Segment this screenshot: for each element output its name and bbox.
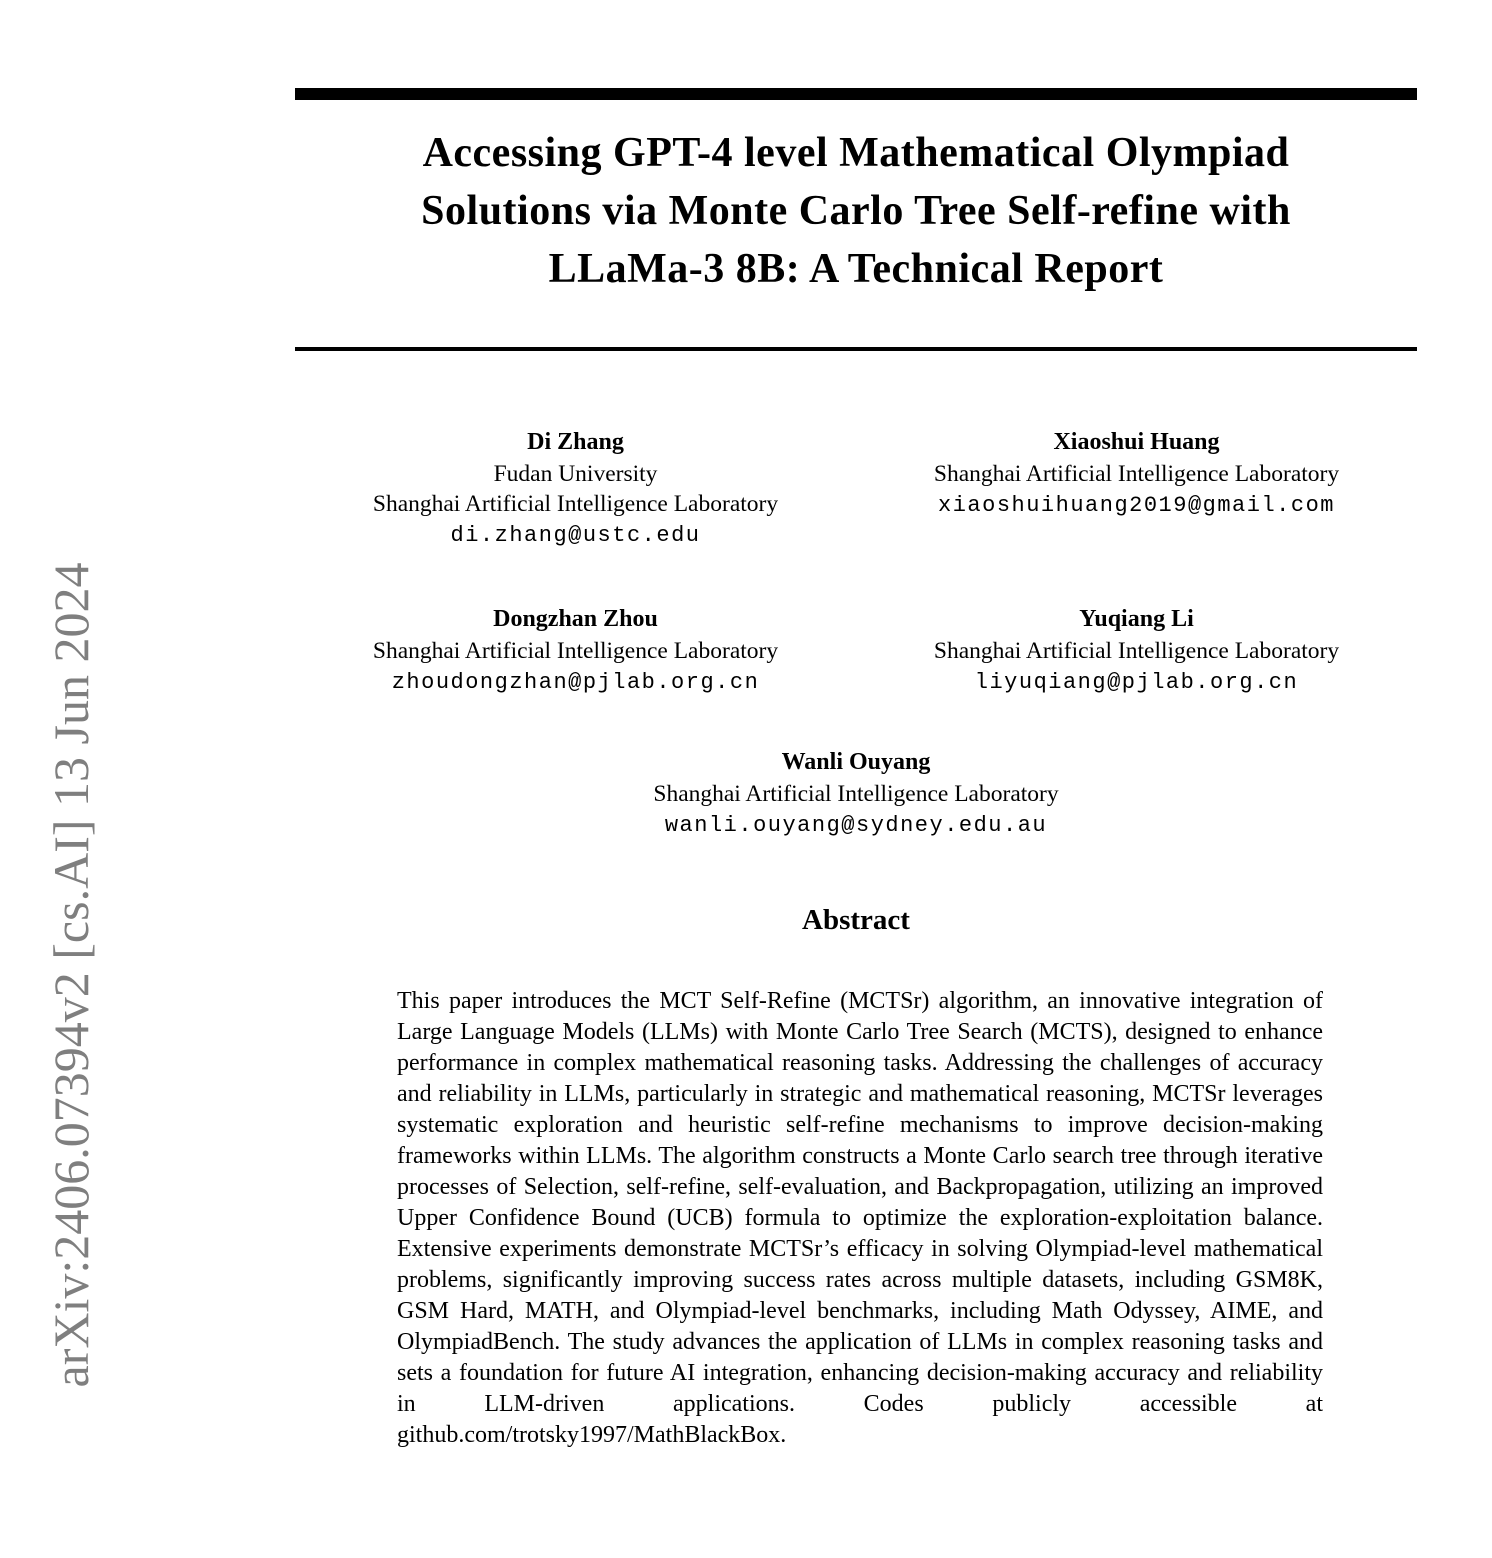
- author-email: liyuqiang@pjlab.org.cn: [974, 670, 1299, 695]
- authors-row-1: [295, 426, 1417, 553]
- author-name: Di Zhang: [527, 429, 624, 455]
- author-wanli-ouyang: [295, 746, 1417, 843]
- authors-section: [295, 426, 1417, 843]
- author-affiliation: Shanghai Artificial Intelligence Laboratory: [653, 781, 1059, 807]
- paper-title-line-1: Accessing GPT-4 level Mathematical Olympiad: [422, 130, 1290, 176]
- author-di-zhang: [295, 426, 856, 553]
- author-name: Wanli Ouyang: [781, 749, 931, 775]
- abstract-text: This paper introduces the MCT Self-Refine (MCTSr) algorithm, an innovative integration of Large Language Models (LLMs) with Monte Carlo Tree Search (MCTS), designed to enhance performance in complex mathematical reasoning tasks. Addressing the challenges of accuracy and reliability in LLMs, particularly in strategic and mathematical reasoning, MCTSr leverages systematic exploration and heuristic self-refine mechanisms to improve decision-making frameworks within LLMs. The algorithm constructs a Monte Carlo search tree through iterative processes of Selection, self-refine, self-evaluation, and Backpropagation, utilizing an improved Upper Confidence Bound (UCB) formula to optimize the exploration-exploitation balance. Extensive experiments demonstrate MCTSr’s efficacy in solving Olympiad-level mathematical problems, significantly improving success rates across multiple datasets, including GSM8K, GSM Hard, MATH, and Olympiad-level benchmarks, including Math Odyssey, AIME, and OlympiadBench. The study advances the application of LLMs in complex reasoning tasks and sets a foundation for future AI integration, enhancing decision-making accuracy and reliability in LLM-driven applications. Codes publicly accessible at github.com/trotsky1997/MathBlackBox.: [397, 988, 1323, 1448]
- authors-row-3: [295, 746, 1417, 843]
- author-dongzhan-zhou: [295, 603, 856, 700]
- author-email: wanli.ouyang@sydney.edu.au: [664, 813, 1048, 838]
- author-email: zhoudongzhan@pjlab.org.cn: [391, 670, 760, 695]
- paper-title: [295, 124, 1417, 298]
- authors-row-2: [295, 603, 1417, 700]
- paper-title-line-3: LLaMa-3 8B: A Technical Report: [548, 246, 1164, 292]
- paper-title-line-2: Solutions via Monte Carlo Tree Self-refine with: [421, 188, 1291, 234]
- author-yuqiang-li: [856, 603, 1417, 700]
- author-xiaoshui-huang: [856, 426, 1417, 523]
- author-name: Dongzhan Zhou: [493, 606, 658, 632]
- author-affiliation: Fudan University: [493, 461, 658, 487]
- author-email: di.zhang@ustc.edu: [450, 523, 701, 548]
- author-name: Yuqiang Li: [1079, 606, 1194, 632]
- arxiv-watermark: arXiv:2406.07394v2 [cs.AI] 13 Jun 2024: [43, 562, 99, 1388]
- author-affiliation: Shanghai Artificial Intelligence Laboratory: [372, 638, 779, 664]
- author-name: Xiaoshui Huang: [1053, 429, 1220, 455]
- title-rule-top: [295, 88, 1417, 100]
- author-email: xiaoshuihuang2019@gmail.com: [938, 493, 1335, 518]
- author-affiliation: Shanghai Artificial Intelligence Laboratory: [372, 491, 779, 517]
- author-affiliation: Shanghai Artificial Intelligence Laboratory: [933, 638, 1340, 664]
- author-affiliation: Shanghai Artificial Intelligence Laboratory: [933, 461, 1340, 487]
- abstract-heading: Abstract: [802, 904, 910, 936]
- title-rule-bottom: [295, 347, 1417, 351]
